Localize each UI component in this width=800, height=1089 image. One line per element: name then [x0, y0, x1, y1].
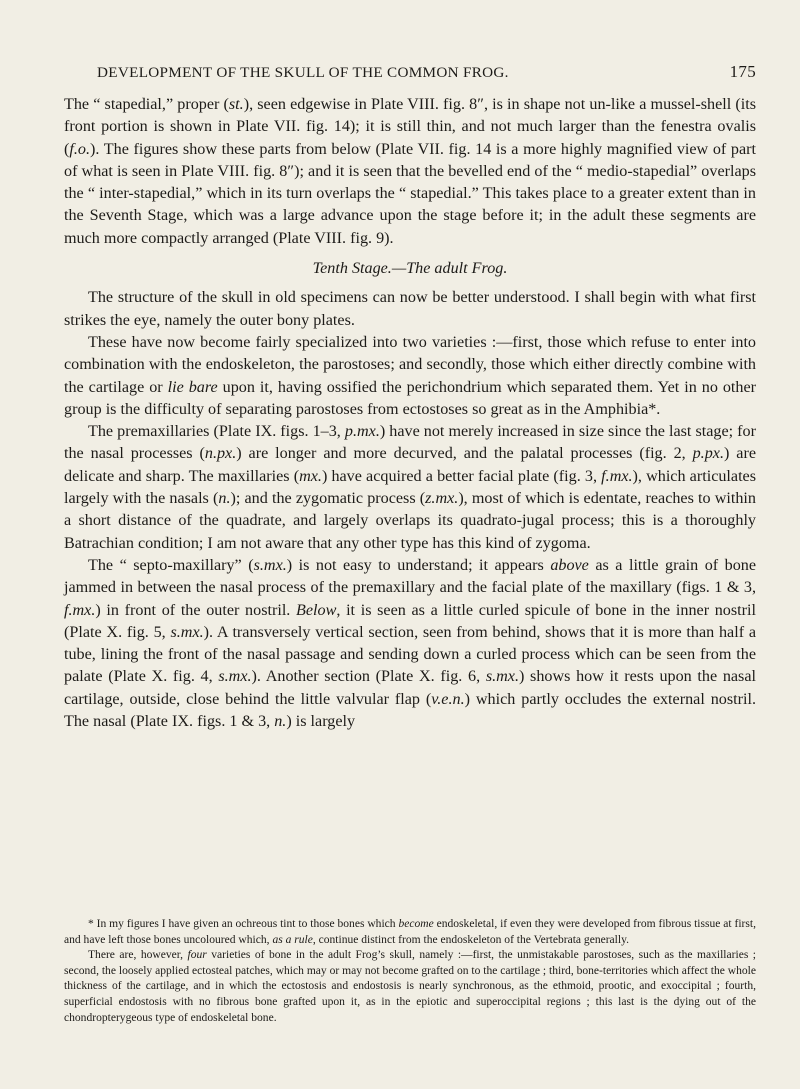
- footnote: [64, 917, 756, 1026]
- main-text: [64, 94, 756, 733]
- paragraph-septo-maxillary: The “ septo-maxillary” (s.mx.) is not easy to understand; it appears above as a little grain of bone jammed in between the nasal process of the premaxillary and the facial plate of the maxillary (figs. 1 & 3, f.mx.) in front of the outer nostril. Below, it is seen as a little curled spicule of bone in the inner nostril (Plate X. fig. 5, s.mx.). A transversely vertical section, seen from behind, shows that it is more than half a tube, lining the front of the nasal passage and sending down a curled process which can be seen from the palate (Plate X. fig. 4, s.mx.). Another section (Plate X. fig. 6, s.mx.) shows how it rests upon the nasal cartilage, outside, close behind the little valvular flap (v.e.n.) which partly occludes the external nostril. The nasal (Plate IX. figs. 1 & 3, n.) is largely: [64, 556, 757, 731]
- paragraph-varieties: These have now become fairly specialized into two varieties :—first, those which refuse to enter into combination with the endoskeleton, the parostoses; and secondly, those which either directly combine with the cartilage or lie bare upon it, having ossified the perichondrium which separated them. Yet in no other group is the difficulty of separating parostoses from ectostoses so great as in the Amphibia*.: [64, 333, 757, 418]
- section-heading: Tenth Stage.—The adult Frog.: [312, 260, 508, 278]
- running-header: [64, 60, 756, 84]
- page-number: 175: [729, 62, 756, 81]
- footnote-paragraph-1: * In my figures I have given an ochreous tint to those bones which become endoskeletal, if even they were developed from fibrous tissue at first, and have left those bones uncoloured which, as a rule, continue distinct from the endoskeleton of the Vertebrata generally.: [64, 918, 756, 946]
- paragraph-stapedial: The “ stapedial,” proper (st.), seen edgewise in Plate VIII. fig. 8″, is in shape not un-like a mussel-shell (its front portion is shown in Plate VII. fig. 14); it is still thin, and not much larger than the fenestra ovalis (f.o.). The figures show these parts from below (Plate VII. fig. 14 is a more highly magnified view of part of what is seen in Plate VIII. fig. 8″); and it is seen that the bevelled end of the “ medio-stapedial” overlaps the “ inter-stapedial,” which in its turn overlaps the “ stapedial.” This takes place to a greater extent than in the Seventh Stage, which was a large advance upon the stage before it; in the adult these segments are much more compactly arranged (Plate VIII. fig. 9).: [64, 96, 756, 247]
- running-title: DEVELOPMENT OF THE SKULL OF THE COMMON FROG.: [97, 64, 509, 81]
- paragraph-skull-structure: The structure of the skull in old specimens can now be better understood. I shall begin with what first strikes the eye, namely the outer bony plates.: [64, 289, 756, 329]
- footnote-paragraph-2: There are, however, four varieties of bone in the adult Frog’s skull, namely :—first, the unmistakable parostoses, such as the maxillaries ; second, the loosely applied ectosteal patches, which may or may not become grafted on to the cartilage ; third, bone-territories which affect the whole thickness of the cartilage, and in which the ectostosis and endostosis is nearly synchronous, as the ethmoid, prootic, and exoccipital ; fourth, superficial endostosis with no fibrous bone grafted upon it, as in the epiotic and superoccipital regions ; this last is the dying out of the chondropterygeous type of endoskeletal bone.: [64, 949, 757, 1024]
- paragraph-premaxillaries: The premaxillaries (Plate IX. figs. 1–3, p.mx.) have not merely increased in size since the last stage; for the nasal processes (n.px.) are longer and more decurved, and the palatal processes (fig. 2, p.px.) are delicate and sharp. The maxillaries (mx.) have acquired a better facial plate (fig. 3, f.mx.), which articulates largely with the nasals (n.); and the zygomatic process (z.mx.), most of which is edentate, reaches to within a short distance of the quadrate, and largely overlaps its quadrato-jugal process; this is a thoroughly Batrachian condition; I am not aware that any other type has this kind of zygoma.: [64, 423, 757, 552]
